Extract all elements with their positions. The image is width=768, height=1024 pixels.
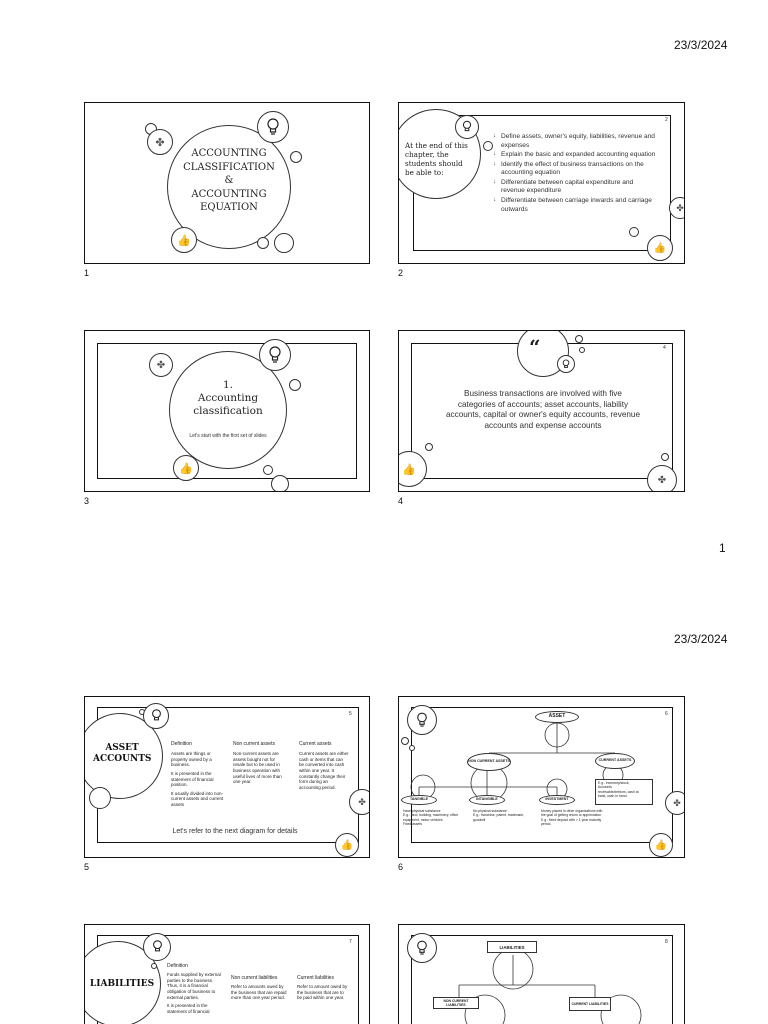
thumbs-up-icon: 👍 — [647, 235, 673, 261]
column-paragraph: It is presented in the statement of financial position. — [171, 770, 214, 788]
column-paragraph: Current assets are either cash or items that can be converted into cash within one year. It constantly change their form during an accounting period. — [299, 751, 349, 790]
lightbulb-icon — [557, 355, 575, 373]
slide-thumbnail-8[interactable] — [398, 924, 685, 1024]
objective-item: ↓ Define assets, owner's equity, liabilities, revenue and expenses — [493, 133, 657, 150]
slide-title-line: ACCOUNTING — [191, 188, 267, 200]
decor-circle — [579, 347, 585, 353]
investment-note: Money placed in other organizations with the goal of getting return or appreciation — [541, 809, 603, 818]
slide-number: 5 — [349, 711, 352, 717]
slide-label: 2 — [398, 268, 404, 278]
slide-number: 8 — [665, 939, 668, 945]
slide-title-line: CLASSIFICATION — [183, 161, 275, 173]
decor-circle — [271, 475, 289, 492]
lightbulb-icon — [257, 111, 289, 143]
slide-thumbnail-6[interactable] — [398, 696, 685, 858]
thumbs-up-icon: 👍 — [649, 833, 673, 857]
thumbs-up-icon: 👍 — [171, 227, 197, 253]
column-header: Non current liabilities — [231, 975, 278, 981]
tangible-note: Have physical substance — [403, 809, 441, 813]
diagram-node-current-assets: CURRENT ASSETS — [595, 753, 635, 769]
column-paragraph: Refer to amounts owed by the business that are repaid more than one year period. — [231, 984, 287, 1001]
slide-intro-text: At the end of this chapter, the students should be able to: — [405, 141, 468, 177]
diagram-node-tangible: TANGIBLE — [401, 795, 437, 805]
slide-title-line: & — [224, 175, 234, 186]
slide-title-line: ASSET — [105, 743, 139, 753]
puzzle-icon: ✤ — [349, 789, 370, 815]
quote-text: Business transactions are involved with five categories of accounts; asset accounts, liability accounts, capital or owner's equity accounts, revenue accounts and expense accounts — [445, 389, 641, 430]
column-header: Current assets — [299, 741, 332, 747]
page-date: 23/3/2024 — [674, 38, 728, 52]
lightbulb-icon — [455, 115, 479, 139]
diagram-node-intangible: INTANGIBLE — [469, 795, 505, 805]
thumbs-up-icon: 👍 — [335, 833, 359, 857]
puzzle-icon: ✤ — [647, 465, 677, 492]
section-subtitle: Let's start with the first set of slides — [189, 433, 267, 439]
objective-item: ↓ Differentiate between carriage inwards and carriage outwards — [493, 197, 657, 214]
decor-circle — [274, 233, 294, 253]
quote-mark: “ — [529, 335, 541, 359]
column-paragraph: Assets are things or property owned by a business. — [171, 751, 212, 768]
column-paragraph: Refer to amount owed by the business that are to be paid within one year. — [297, 984, 348, 1001]
objectives-list — [493, 133, 657, 215]
diagram-node-non-current-liabilities: NON CURRENT LIABILITIES — [433, 997, 479, 1009]
section-heading-line: Accounting — [197, 392, 259, 404]
slide-label: 3 — [84, 496, 90, 506]
slide-thumbnail-7[interactable] — [84, 924, 370, 1024]
puzzle-icon: ✤ — [665, 791, 685, 815]
slide-title: LIABILITIES — [89, 979, 155, 989]
slide-thumbnail-3[interactable] — [84, 330, 370, 492]
slide-label: 5 — [84, 862, 90, 872]
diagram-node-asset: ASSET — [535, 711, 579, 723]
slide-label: 6 — [398, 862, 404, 872]
column-header: Non current assets — [233, 741, 275, 747]
decor-circle — [483, 141, 493, 151]
column-header: Current liabilities — [297, 975, 334, 981]
column-paragraph: Funds supplied by external parties to the business. Thus, it is a financial obligation of business to external parties. — [167, 972, 221, 1000]
decor-circle — [289, 379, 301, 391]
liabilities-diagram-connectors — [399, 925, 685, 1024]
decor-circle — [575, 335, 583, 343]
decor-circle — [257, 237, 269, 249]
slide-thumbnail-2[interactable] — [398, 102, 685, 264]
slide-number: 2 — [665, 117, 668, 123]
tangible-note: E.g.: land, building, machinery, office equipment, motor vehicles — [403, 813, 459, 822]
objective-item: ↓ Identify the effect of business transactions on the accounting equation — [493, 161, 657, 178]
intangible-note: E.g.: franchise, patent, trademark, goodwill — [473, 813, 525, 822]
lightbulb-icon — [259, 339, 291, 371]
slide-label: 1 — [84, 268, 90, 278]
decor-circle — [290, 151, 302, 163]
objective-item: ↓ Explain the basic and expanded accounting equation — [493, 151, 657, 160]
decor-circle — [151, 963, 157, 969]
decor-circle — [661, 453, 669, 461]
puzzle-icon: ✤ — [149, 353, 173, 377]
puzzle-icon: ✤ — [669, 197, 685, 219]
slide-title-line: ACCOUNTING — [191, 148, 267, 159]
decor-circle — [629, 227, 639, 237]
thumbs-up-icon: 👍 — [173, 455, 199, 481]
column-paragraph: It usually divided into non-current assets and current assets — [171, 790, 224, 807]
lightbulb-icon — [143, 703, 169, 729]
diagram-node-investment: INVESTMENT — [539, 795, 575, 805]
column-header: Definition — [167, 963, 188, 969]
slide-number: 4 — [663, 345, 666, 351]
section-number: 1. — [222, 379, 234, 391]
diagram-node-current-liabilities: CURRENT LIABILITIES — [569, 997, 611, 1011]
column-paragraph: It is presented in the statement of financial — [167, 1003, 210, 1014]
column-header: Definition — [171, 741, 192, 747]
tangible-note: Fixed assets — [403, 821, 423, 826]
objective-item: ↓ Differentiate between capital expenditure and revenue expenditure — [493, 179, 657, 196]
decor-circle — [425, 443, 433, 451]
section-heading-line: classification — [193, 405, 263, 417]
slide-title-line: EQUATION — [200, 202, 258, 213]
slide-thumbnail-4[interactable] — [398, 330, 685, 492]
investment-note: E.g.: fixed deposit with > 1 year maturity period. — [541, 817, 602, 826]
decor-circle — [263, 465, 273, 475]
slide-thumbnail-5[interactable] — [84, 696, 370, 858]
slide-number: 6 — [665, 711, 668, 717]
lightbulb-icon — [143, 933, 171, 961]
column-paragraph: Non-current assets are assets bought not for resale but to be used in business operation with useful lives of more than one year. — [233, 751, 282, 785]
slide-footer-text: Let's refer to the next diagram for details — [172, 828, 298, 835]
thumbs-up-icon: 👍 — [398, 451, 427, 487]
diagram-node-non-current-assets: NON CURRENT ASSETS — [467, 753, 511, 771]
slide-thumbnail-1[interactable] — [84, 102, 370, 264]
intangible-note: No physical substance — [473, 809, 507, 813]
diagram-node-liabilities: LIABILITIES — [487, 941, 537, 953]
slide-number: 7 — [349, 939, 352, 945]
page-date: 23/3/2024 — [674, 632, 728, 646]
puzzle-icon: ✤ — [147, 129, 173, 155]
slide-title-line: ACCOUNTS — [93, 754, 152, 764]
slide-label: 4 — [398, 496, 404, 506]
current-assets-examples: E.g.: inventory/stock, Accounts receivable/debtors, cash at bank, cash in hand. — [595, 779, 653, 805]
decor-circle — [89, 787, 111, 809]
page-number: 1 — [719, 541, 726, 555]
